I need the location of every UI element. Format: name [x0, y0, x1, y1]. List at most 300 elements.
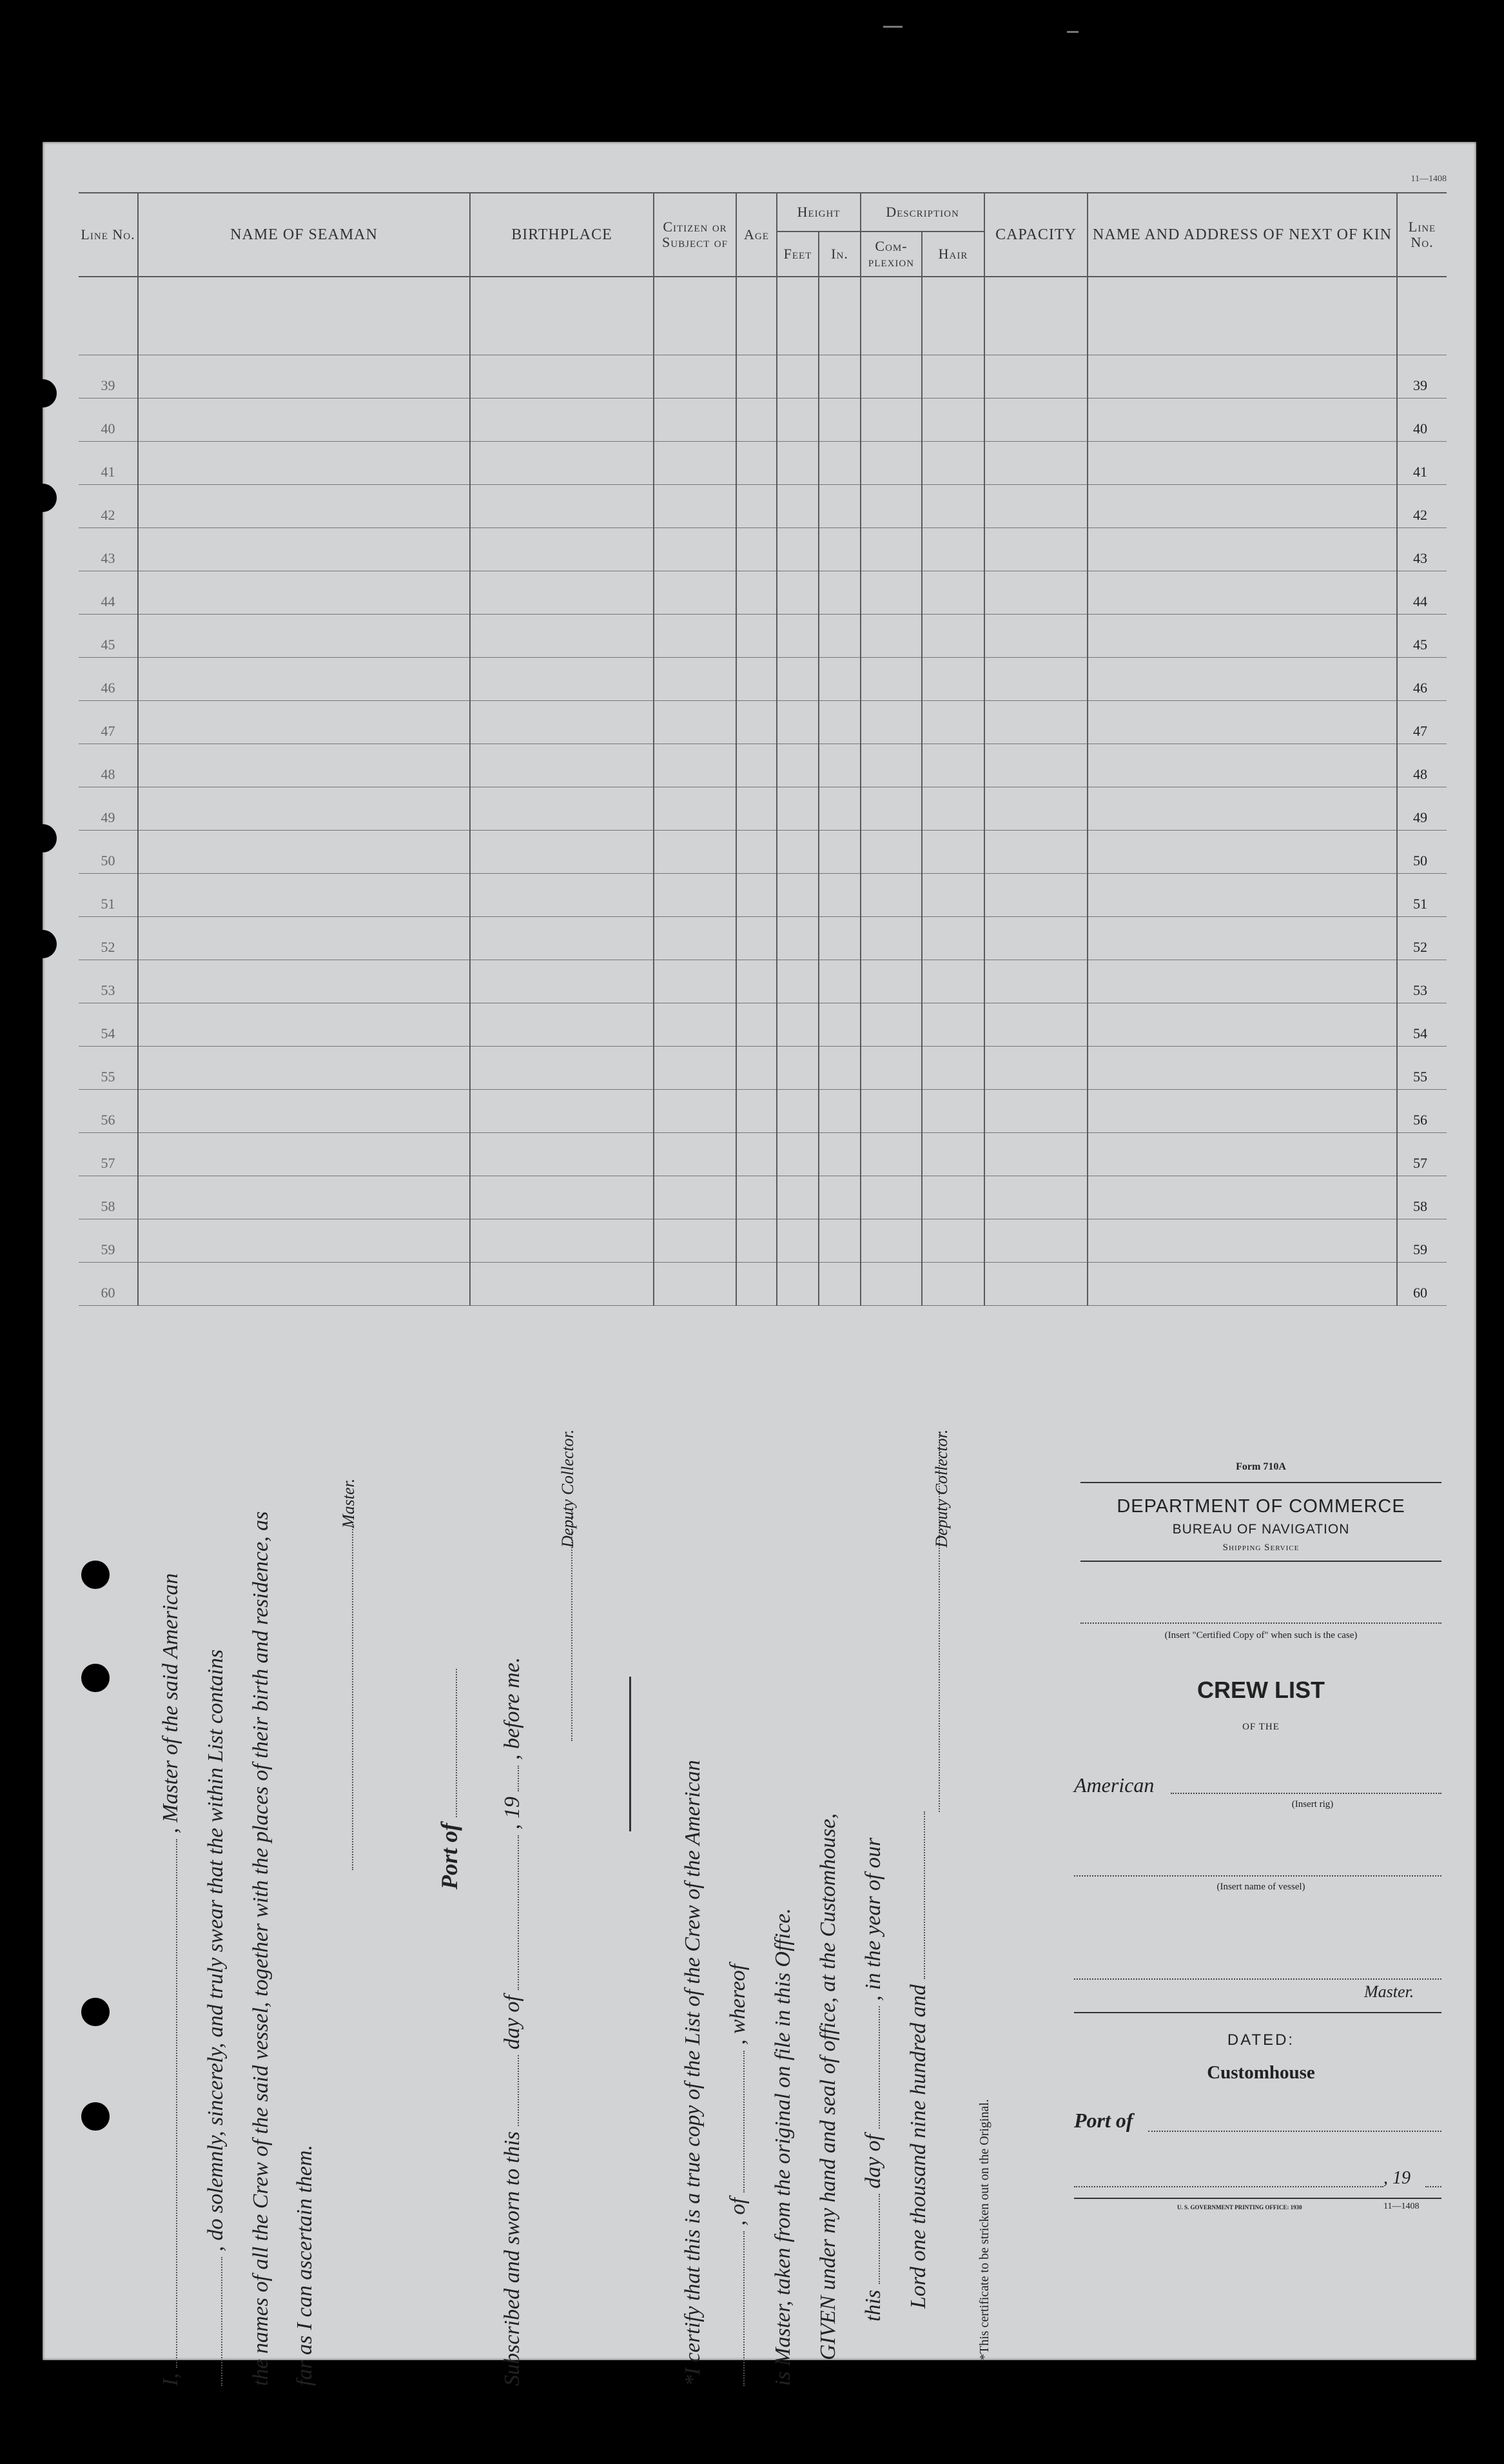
table-cell [736, 831, 777, 874]
service-title: Shipping Service [1222, 1542, 1300, 1553]
table-cell [819, 1176, 861, 1219]
line-number-left: 58 [79, 1176, 138, 1219]
table-cell [777, 744, 819, 787]
table-cell [138, 1090, 470, 1133]
table-cell [777, 485, 819, 528]
table-cell [819, 1003, 861, 1047]
subscribed-month-field [518, 1835, 519, 1990]
table-row [79, 355, 1447, 399]
table-cell [861, 399, 922, 442]
table-cell [984, 485, 1088, 528]
line-number-right: 45 [1397, 615, 1447, 658]
table-cell [922, 399, 984, 442]
year-label: , 19 [1383, 2168, 1411, 2188]
table-cell [922, 658, 984, 701]
table-cell [1088, 399, 1397, 442]
header-feet: Feet [777, 232, 819, 277]
table-cell [777, 1003, 819, 1047]
oath-port-field [456, 1669, 457, 1817]
header-complexion: Com-plexion [861, 232, 922, 277]
table-cell [984, 917, 1088, 960]
table-cell [984, 571, 1088, 615]
line-number-right: 43 [1397, 528, 1447, 571]
table-cell [861, 960, 922, 1003]
table-cell [984, 1176, 1088, 1219]
certify-vessel-field [743, 2231, 745, 2386]
line-number-right: 51 [1397, 874, 1447, 917]
table-cell [470, 442, 654, 485]
certify-port-field [743, 2051, 745, 2193]
table-cell [819, 701, 861, 744]
table-cell [736, 874, 777, 917]
line-number-right: 60 [1397, 1263, 1447, 1306]
header-inches: In. [819, 232, 861, 277]
table-row [79, 701, 1447, 744]
table-cell [654, 355, 736, 399]
table-cell [138, 615, 470, 658]
table-cell [984, 615, 1088, 658]
table-cell [922, 960, 984, 1003]
table-cell [138, 744, 470, 787]
table-cell [922, 787, 984, 831]
table-cell [654, 1133, 736, 1176]
line-number-right: 44 [1397, 571, 1447, 615]
table-cell [777, 571, 819, 615]
table-cell [138, 1133, 470, 1176]
line-number-left: 44 [79, 571, 138, 615]
table-cell [861, 355, 922, 399]
table-cell [819, 1219, 861, 1263]
table-cell [777, 528, 819, 571]
table-cell [922, 528, 984, 571]
customhouse-label: Customhouse [1207, 2062, 1315, 2083]
table-row [79, 399, 1447, 442]
master-name-line [1074, 1978, 1441, 1980]
table-cell [654, 744, 736, 787]
table-cell [1088, 917, 1397, 960]
table-cell [922, 744, 984, 787]
port-of-title: Port of [436, 1669, 463, 1889]
table-cell [861, 1219, 922, 1263]
master-oath-block [133, 1380, 1048, 2386]
line-number-left: 51 [79, 874, 138, 917]
scan-speck [883, 26, 903, 28]
line-number-left: 59 [79, 1219, 138, 1263]
table-cell [1088, 744, 1397, 787]
bureau-title: BUREAU OF NAVIGATION [1172, 1522, 1350, 1537]
table-cell [1088, 831, 1397, 874]
table-cell [777, 787, 819, 831]
master-signature-line [352, 1522, 353, 1870]
table-cell [1088, 1003, 1397, 1047]
table-cell [984, 960, 1088, 1003]
certified-copy-line [1080, 1622, 1441, 1624]
line-number-left: 39 [79, 355, 138, 399]
binder-hole [28, 484, 57, 512]
table-cell [777, 399, 819, 442]
table-cell [1088, 442, 1397, 485]
table-cell [470, 528, 654, 571]
table-cell [861, 528, 922, 571]
table-cell [654, 787, 736, 831]
table-cell [861, 1176, 922, 1219]
certify-line-2: , of , whereof [726, 1964, 750, 2386]
table-cell [138, 874, 470, 917]
table-cell [736, 1090, 777, 1133]
line-number-right: 39 [1397, 355, 1447, 399]
insert-rig-note: (Insert rig) [1291, 1799, 1334, 1809]
line-number-right: 54 [1397, 1003, 1447, 1047]
table-cell [984, 1047, 1088, 1090]
table-cell [470, 399, 654, 442]
table-row [79, 528, 1447, 571]
table-cell [654, 1219, 736, 1263]
header-capacity: CAPACITY [984, 193, 1088, 277]
header-name-of-seaman: NAME OF SEAMAN [138, 193, 470, 277]
table-cell [819, 831, 861, 874]
subscribed-line: Subscribed and sworn to this day of , 19 , before me. [500, 1657, 524, 2386]
table-cell [736, 787, 777, 831]
table-cell [736, 615, 777, 658]
crew-table [79, 192, 1447, 1306]
table-cell [984, 744, 1088, 787]
table-cell [1088, 1090, 1397, 1133]
table-cell [922, 442, 984, 485]
crew-list-cover-block [1074, 1303, 1448, 2360]
line-number-right: 58 [1397, 1176, 1447, 1219]
line-number-right: 59 [1397, 1219, 1447, 1263]
port-field [1148, 2131, 1441, 2132]
table-cell [922, 1133, 984, 1176]
table-cell [1088, 571, 1397, 615]
of-the-label: OF THE [1242, 1722, 1280, 1732]
insert-certified-note: (Insert "Certified Copy of" when such is the case) [1164, 1630, 1358, 1641]
line-number-left: 47 [79, 701, 138, 744]
table-cell [984, 1133, 1088, 1176]
table-cell [138, 1263, 470, 1306]
line-number-left: 49 [79, 787, 138, 831]
table-cell [922, 1090, 984, 1133]
table-cell [861, 1090, 922, 1133]
table-cell [819, 571, 861, 615]
table-cell [777, 874, 819, 917]
table-cell [470, 1090, 654, 1133]
header-description: Description [861, 193, 984, 232]
table-cell [777, 1176, 819, 1219]
table-cell [138, 571, 470, 615]
table-cell [736, 1176, 777, 1219]
table-cell [922, 571, 984, 615]
line-number-left: 52 [79, 917, 138, 960]
table-cell [777, 355, 819, 399]
line-number-left: 41 [79, 442, 138, 485]
table-cell [736, 485, 777, 528]
table-cell [736, 1003, 777, 1047]
table-cell [138, 355, 470, 399]
table-cell [861, 744, 922, 787]
table-cell [138, 399, 470, 442]
table-cell [138, 1047, 470, 1090]
table-cell [736, 658, 777, 701]
line-number-left: 56 [79, 1090, 138, 1133]
rule [1080, 1482, 1441, 1483]
table-cell [654, 528, 736, 571]
table-cell [922, 874, 984, 917]
table-cell [819, 744, 861, 787]
table-cell [861, 485, 922, 528]
oath-line-2: , do solemnly, sincerely, and truly swear that the within List contains [204, 1650, 228, 2386]
header-citizen: Citizen or Subject of [654, 193, 736, 277]
table-cell [138, 917, 470, 960]
table-cell [470, 701, 654, 744]
rule [1080, 1561, 1441, 1562]
rig-field [1171, 1793, 1441, 1794]
line-number-right: 49 [1397, 787, 1447, 831]
table-cell [922, 701, 984, 744]
line-number-left: 54 [79, 1003, 138, 1047]
crew-list-title: CREW LIST [1197, 1677, 1325, 1703]
table-cell [736, 960, 777, 1003]
table-cell [654, 1047, 736, 1090]
table-spacer-row [79, 277, 1447, 355]
table-cell [777, 1047, 819, 1090]
vessel-name-field [221, 2257, 222, 2386]
line-number-right: 48 [1397, 744, 1447, 787]
master-name-field [176, 1839, 177, 2368]
table-cell [819, 917, 861, 960]
table-cell [861, 1263, 922, 1306]
table-cell [736, 1133, 777, 1176]
table-cell [1088, 355, 1397, 399]
table-cell [1088, 1047, 1397, 1090]
date-field [1074, 2186, 1383, 2187]
table-cell [654, 615, 736, 658]
line-number-right: 41 [1397, 442, 1447, 485]
separator-rule [629, 1677, 631, 1831]
table-cell [654, 1090, 736, 1133]
line-number-left: 57 [79, 1133, 138, 1176]
table-cell [819, 355, 861, 399]
table-cell [861, 658, 922, 701]
table-cell [138, 658, 470, 701]
table-cell [819, 615, 861, 658]
printing-office: U. S. GOVERNMENT PRINTING OFFICE: 1930 [1177, 2204, 1302, 2211]
table-cell [819, 485, 861, 528]
table-cell [654, 701, 736, 744]
header-birthplace: BIRTHPLACE [470, 193, 654, 277]
table-cell [470, 917, 654, 960]
table-cell [819, 528, 861, 571]
table-cell [819, 1090, 861, 1133]
line-number-right: 40 [1397, 399, 1447, 442]
master-label: Master. [1364, 1982, 1414, 2001]
line-number-right: 46 [1397, 658, 1447, 701]
table-cell [138, 485, 470, 528]
table-cell [777, 1219, 819, 1263]
rule [1074, 2012, 1441, 2013]
table-cell [470, 831, 654, 874]
given-day-field [879, 2194, 880, 2284]
table-cell [984, 1219, 1088, 1263]
scan-speck [1067, 31, 1079, 33]
table-cell [1088, 1133, 1397, 1176]
given-month-field [879, 2006, 880, 2129]
table-row [79, 1176, 1447, 1219]
line-number-right: 42 [1397, 485, 1447, 528]
scan-top-margin [0, 0, 1504, 142]
table-cell [736, 917, 777, 960]
table-cell [470, 960, 654, 1003]
table-row [79, 1003, 1447, 1047]
table-row [79, 615, 1447, 658]
table-cell [1088, 787, 1397, 831]
table-cell [736, 399, 777, 442]
table-cell [922, 917, 984, 960]
table-cell [654, 1176, 736, 1219]
table-cell [777, 1133, 819, 1176]
table-cell [654, 1003, 736, 1047]
table-row [79, 960, 1447, 1003]
table-row [79, 1047, 1447, 1090]
table-cell [138, 701, 470, 744]
subscribed-year-field [518, 1766, 519, 1791]
table-cell [861, 701, 922, 744]
table-cell [861, 874, 922, 917]
given-line: GIVEN under my hand and seal of office, at the Customhouse, [816, 1813, 840, 2360]
table-cell [861, 442, 922, 485]
line-number-left: 60 [79, 1263, 138, 1306]
table-cell [736, 701, 777, 744]
table-cell [470, 787, 654, 831]
table-cell [736, 1263, 777, 1306]
line-number-right: 50 [1397, 831, 1447, 874]
table-cell [819, 874, 861, 917]
table-cell [1088, 1176, 1397, 1219]
table-cell [922, 1176, 984, 1219]
binder-hole [81, 1998, 110, 2026]
table-cell [777, 615, 819, 658]
certify-line-3: is Master, taken from the original on file in this Office. [771, 1907, 795, 2386]
crew-table-wrap [79, 192, 1447, 1301]
subscribed-day-field [518, 2055, 519, 2126]
department-title: DEPARTMENT OF COMMERCE [1117, 1496, 1405, 1517]
table-cell [819, 442, 861, 485]
port-of-label: Port of [1074, 2109, 1133, 2132]
table-row [79, 1090, 1447, 1133]
table-cell [654, 571, 736, 615]
deputy-collector-label-1: Deputy Collector. [558, 1429, 577, 1548]
table-cell [654, 485, 736, 528]
table-row [79, 874, 1447, 917]
table-cell [984, 874, 1088, 917]
given-year-field [924, 1811, 925, 1979]
table-cell [138, 1176, 470, 1219]
table-cell [861, 1047, 922, 1090]
table-cell [470, 1133, 654, 1176]
table-cell [654, 874, 736, 917]
header-line-no: Line No. [79, 193, 138, 277]
form-code-bottom: 11—1408 [1383, 2202, 1420, 2211]
table-cell [654, 831, 736, 874]
binder-hole [81, 1664, 110, 1692]
line-number-left: 46 [79, 658, 138, 701]
table-cell [138, 831, 470, 874]
table-cell [470, 571, 654, 615]
table-cell [654, 442, 736, 485]
table-row [79, 831, 1447, 874]
line-number-right: 53 [1397, 960, 1447, 1003]
table-cell [777, 831, 819, 874]
table-cell [1088, 1219, 1397, 1263]
table-cell [819, 399, 861, 442]
table-cell [470, 1176, 654, 1219]
binder-hole [81, 2102, 110, 2131]
table-cell [922, 355, 984, 399]
table-cell [138, 1003, 470, 1047]
table-cell [984, 399, 1088, 442]
table-cell [861, 615, 922, 658]
table-cell [922, 1263, 984, 1306]
table-cell [654, 917, 736, 960]
table-cell [777, 1263, 819, 1306]
binder-hole [28, 379, 57, 408]
table-cell [470, 874, 654, 917]
table-cell [984, 787, 1088, 831]
year-field [1425, 2186, 1441, 2187]
table-cell [470, 1263, 654, 1306]
table-row [79, 1133, 1447, 1176]
table-cell [654, 960, 736, 1003]
table-cell [819, 658, 861, 701]
table-cell [736, 744, 777, 787]
table-cell [984, 528, 1088, 571]
table-cell [922, 1219, 984, 1263]
table-cell [470, 1047, 654, 1090]
table-cell [922, 615, 984, 658]
table-cell [470, 485, 654, 528]
line-number-left: 43 [79, 528, 138, 571]
oath-line-4: far as I can ascertain them. [293, 2145, 317, 2386]
binder-hole [28, 824, 57, 853]
table-cell [470, 658, 654, 701]
dated-label: DATED: [1227, 2031, 1295, 2049]
table-cell [819, 787, 861, 831]
table-cell [777, 442, 819, 485]
certify-line-1: *I certify that this is a true copy of the List of the Crew of the American [681, 1760, 705, 2386]
table-cell [861, 1003, 922, 1047]
table-cell [736, 571, 777, 615]
table-cell [819, 1263, 861, 1306]
table-cell [922, 1047, 984, 1090]
table-cell [138, 960, 470, 1003]
american-label: American [1074, 1773, 1155, 1797]
table-row [79, 658, 1447, 701]
line-number-right: 57 [1397, 1133, 1447, 1176]
table-cell [861, 1133, 922, 1176]
table-row [79, 442, 1447, 485]
line-number-left: 48 [79, 744, 138, 787]
table-cell [736, 355, 777, 399]
table-row [79, 485, 1447, 528]
table-cell [777, 1090, 819, 1133]
lord-line: Lord one thousand nine hundred and [906, 1811, 931, 2309]
form-number: Form 710A [1236, 1461, 1286, 1472]
table-cell [470, 1003, 654, 1047]
table-cell [984, 355, 1088, 399]
table-cell [736, 1047, 777, 1090]
table-cell [1088, 960, 1397, 1003]
table-cell [736, 1219, 777, 1263]
